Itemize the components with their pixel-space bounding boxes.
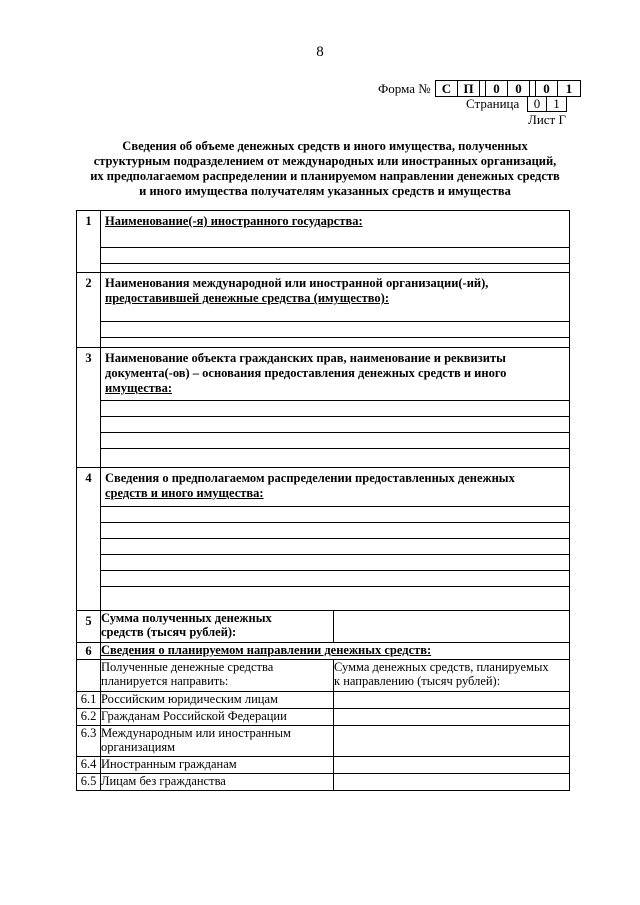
fill-line[interactable] bbox=[101, 247, 569, 248]
page-ref-cell: 0 bbox=[528, 97, 547, 111]
header-line: Полученные денежные средства bbox=[101, 660, 274, 674]
section-3-row bbox=[77, 348, 570, 468]
label-line: Международным или иностранным bbox=[101, 726, 291, 740]
fill-line[interactable] bbox=[101, 432, 569, 433]
section-1-body bbox=[101, 211, 570, 273]
fill-line[interactable] bbox=[101, 263, 569, 264]
form-code-cell: П bbox=[458, 81, 480, 96]
section-6-row bbox=[77, 643, 570, 660]
form-table bbox=[76, 210, 570, 791]
heading-line: средств и иного имущества: bbox=[105, 486, 264, 500]
section-number: 1 bbox=[77, 211, 101, 273]
fill-line[interactable] bbox=[101, 586, 569, 587]
label-line: средств (тысяч рублей): bbox=[101, 625, 237, 639]
section-heading bbox=[101, 273, 569, 306]
row-label: Иностранным гражданам bbox=[101, 757, 334, 774]
table-row bbox=[77, 692, 570, 709]
section-number: 3 bbox=[77, 348, 101, 468]
fill-line[interactable] bbox=[101, 416, 569, 417]
table-row bbox=[77, 757, 570, 774]
form-number-label: Форма № bbox=[378, 81, 431, 96]
row-number: 6.5 bbox=[77, 774, 101, 791]
section-2-body bbox=[101, 273, 570, 348]
title-line: и иного имущества получателям указанных средств и имущества bbox=[139, 184, 511, 198]
section-1-row bbox=[77, 211, 570, 273]
title-line: структурным подразделением от международных или иностранных организаций, bbox=[93, 154, 557, 168]
table-row bbox=[77, 726, 570, 757]
section-6-column-headers bbox=[77, 660, 570, 692]
section-5-label bbox=[101, 611, 334, 643]
row-number: 6.4 bbox=[77, 757, 101, 774]
form-code-cell: 0 bbox=[508, 81, 530, 96]
fill-line[interactable] bbox=[101, 570, 569, 571]
row-number: 6.3 bbox=[77, 726, 101, 757]
fill-line[interactable] bbox=[101, 400, 569, 401]
section-heading bbox=[101, 348, 569, 396]
section-2-row bbox=[77, 273, 570, 348]
section-heading bbox=[101, 468, 569, 501]
amount-field[interactable] bbox=[334, 757, 570, 774]
title-line: Сведения об объеме денежных средств и иного имущества, полученных bbox=[122, 139, 528, 153]
table-row bbox=[77, 709, 570, 726]
heading-line: имущества: bbox=[105, 381, 173, 395]
column-header-right bbox=[334, 660, 570, 692]
label-line: Сумма полученных денежных bbox=[101, 611, 272, 625]
section-6-heading: Сведения о планируемом направлении денежных средств: bbox=[101, 643, 570, 660]
page-number: 8 bbox=[316, 44, 324, 60]
section-5-row bbox=[77, 611, 570, 643]
row-number: 6.1 bbox=[77, 692, 101, 709]
column-header-left bbox=[101, 660, 334, 692]
fill-line[interactable] bbox=[101, 538, 569, 539]
section-number: 6 bbox=[77, 643, 101, 660]
row-label bbox=[101, 726, 334, 757]
section-number: 2 bbox=[77, 273, 101, 348]
label-line: организациям bbox=[101, 740, 176, 754]
fill-line[interactable] bbox=[101, 522, 569, 523]
form-code-cell: 0 bbox=[486, 81, 508, 96]
section-number: 4 bbox=[77, 468, 101, 611]
row-label: Лицам без гражданства bbox=[101, 774, 334, 791]
table-row bbox=[77, 774, 570, 791]
header-line: к направлению (тысяч рублей): bbox=[334, 674, 501, 688]
title-line: их предполагаемом распределении и планируемом направлении денежных средств bbox=[90, 169, 560, 183]
amount-field[interactable] bbox=[334, 709, 570, 726]
page-ref-box bbox=[527, 96, 567, 112]
form-code-box bbox=[435, 80, 581, 97]
heading-line: предоставившей денежные средства (имущество): bbox=[105, 291, 389, 305]
heading-line: документа(-ов) – основания предоставления денежных средств и иного bbox=[105, 366, 507, 380]
sheet-label: Лист Г bbox=[528, 112, 566, 127]
empty-num-cell bbox=[77, 660, 101, 692]
section-3-body bbox=[101, 348, 570, 468]
amount-field[interactable] bbox=[334, 726, 570, 757]
document-title bbox=[80, 139, 570, 199]
section-4-body bbox=[101, 468, 570, 611]
row-number: 6.2 bbox=[77, 709, 101, 726]
section-number: 5 bbox=[77, 611, 101, 643]
fill-line[interactable] bbox=[101, 337, 569, 338]
form-code-cell: С bbox=[436, 81, 458, 96]
amount-received-field[interactable] bbox=[334, 611, 570, 643]
row-label: Гражданам Российской Федерации bbox=[101, 709, 334, 726]
fill-line[interactable] bbox=[101, 448, 569, 449]
heading-line: Сведения о предполагаемом распределении предоставленных денежных bbox=[105, 471, 515, 485]
form-code-cell: 0 bbox=[536, 81, 558, 96]
row-label: Российским юридическим лицам bbox=[101, 692, 334, 709]
form-code-cell: 1 bbox=[565, 81, 573, 96]
amount-field[interactable] bbox=[334, 692, 570, 709]
section-4-row bbox=[77, 468, 570, 611]
amount-field[interactable] bbox=[334, 774, 570, 791]
fill-line[interactable] bbox=[101, 321, 569, 322]
page-ref-cell: 1 bbox=[553, 96, 560, 111]
fill-line[interactable] bbox=[101, 554, 569, 555]
page-ref-label: Страница bbox=[466, 96, 520, 111]
section-heading: Наименование(-я) иностранного государства: bbox=[105, 214, 363, 228]
header-line: планируется направить: bbox=[101, 674, 229, 688]
heading-line: Наименование объекта гражданских прав, наименование и реквизиты bbox=[105, 351, 506, 365]
fill-line[interactable] bbox=[101, 506, 569, 507]
heading-line: Наименования международной или иностранной организации(-ий), bbox=[105, 276, 489, 290]
header-line: Сумма денежных средств, планируемых bbox=[334, 660, 549, 674]
